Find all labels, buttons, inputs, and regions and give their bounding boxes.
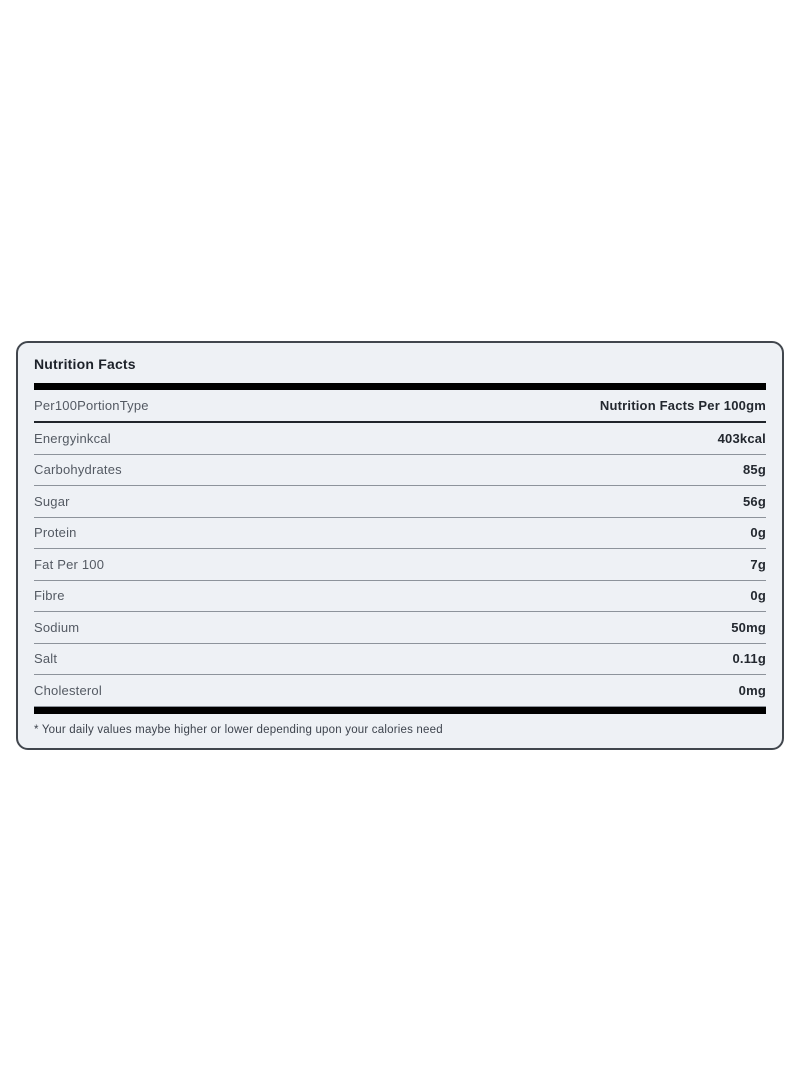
row-value: 403kcal bbox=[717, 430, 766, 446]
top-separator-bar bbox=[34, 383, 766, 390]
table-header-row bbox=[34, 390, 766, 423]
row-value: 7g bbox=[750, 556, 766, 572]
row-label: Carbohydrates bbox=[34, 462, 122, 478]
row-value: 50mg bbox=[731, 619, 766, 635]
row-label: Energyinkcal bbox=[34, 430, 111, 446]
row-label: Protein bbox=[34, 525, 77, 541]
daily-values-footnote: * Your daily values maybe higher or lower depending upon your calories need bbox=[34, 723, 443, 736]
row-label: Cholesterol bbox=[34, 682, 102, 698]
table-row bbox=[34, 675, 766, 707]
table-row bbox=[34, 486, 766, 518]
row-label: Fibre bbox=[34, 588, 65, 604]
card-title: Nutrition Facts bbox=[34, 356, 136, 372]
header-portion-type: Per100PortionType bbox=[34, 398, 149, 413]
row-value: 0g bbox=[750, 525, 766, 541]
table-row bbox=[34, 581, 766, 613]
bottom-separator-bar bbox=[34, 707, 766, 714]
row-value: 0g bbox=[750, 588, 766, 604]
table-row bbox=[34, 518, 766, 550]
row-label: Fat Per 100 bbox=[34, 556, 105, 572]
table-row bbox=[34, 549, 766, 581]
row-value: 56g bbox=[742, 493, 766, 509]
row-label: Salt bbox=[34, 651, 58, 667]
header-per-100gm: Nutrition Facts Per 100gm bbox=[599, 398, 766, 413]
table-row bbox=[34, 644, 766, 676]
row-label: Sodium bbox=[34, 619, 80, 635]
row-value: 85g bbox=[742, 462, 766, 478]
nutrition-facts-card bbox=[16, 341, 784, 750]
table-row bbox=[34, 612, 766, 644]
row-value: 0mg bbox=[738, 682, 766, 698]
row-value: 0.11g bbox=[732, 651, 766, 667]
table-row bbox=[34, 455, 766, 487]
table-row bbox=[34, 423, 766, 455]
row-label: Sugar bbox=[34, 493, 70, 509]
